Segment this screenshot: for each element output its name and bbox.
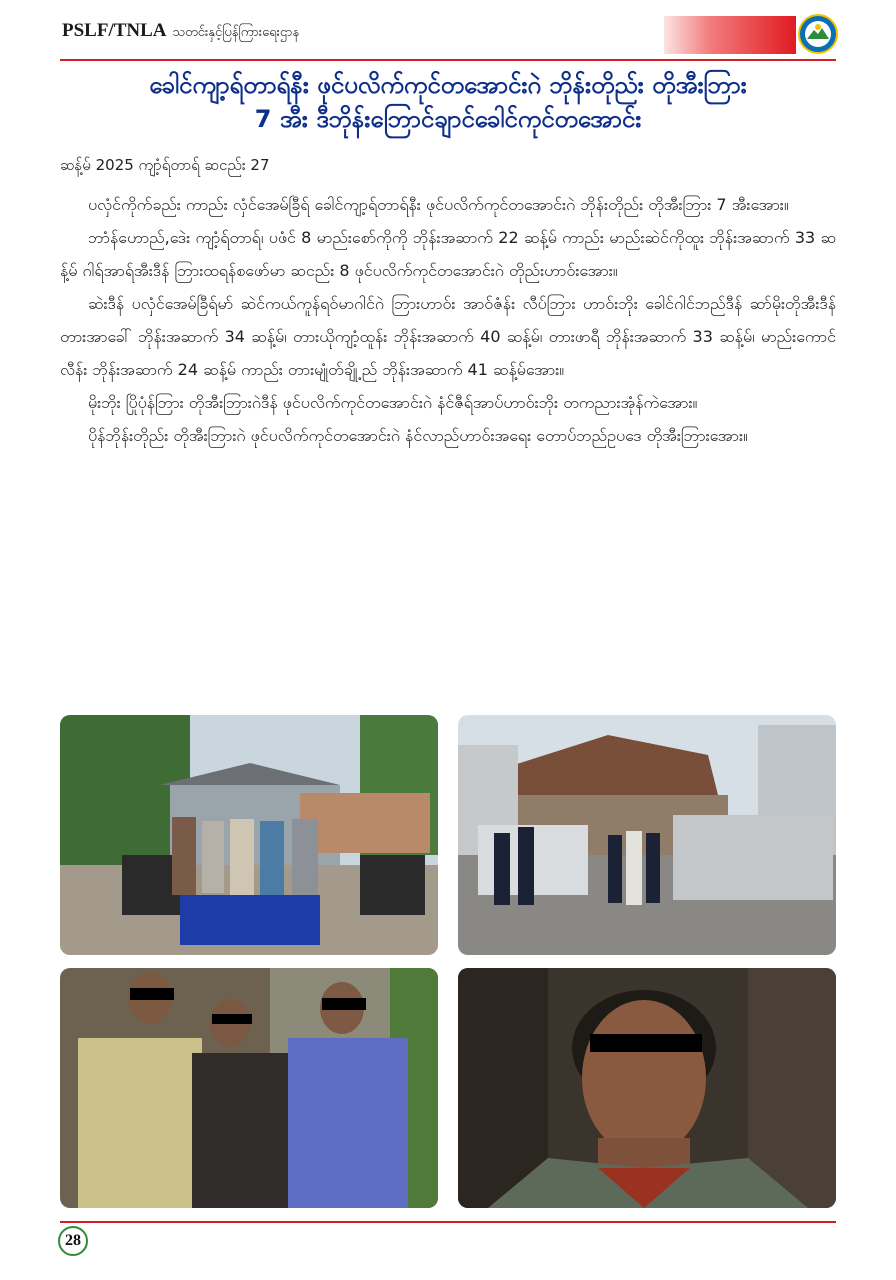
publisher-acronym: PSLF/TNLA bbox=[62, 20, 167, 41]
article-title-line-1: ခေါင်ကျာ့ရ်တာရ်နီး ဖုင်ပလိက်ကုင်တအောင်းဂဲ ဘိုန်းတိုည်း တိုအီးဘြား bbox=[149, 71, 747, 99]
organization-logo-icon bbox=[798, 14, 838, 54]
publisher-name bbox=[62, 20, 299, 43]
photo-detainee-portrait bbox=[458, 968, 836, 1208]
page-header bbox=[0, 0, 896, 62]
body-paragraph-2: ဘာံန်ဟောည်,ဒေဲး ကျာံ့ရ်တာရ်၊ ပဖံင် 8 မာည်းစော်ကိုကို ဘိုန်းအဆာက် 22 ဆန့်မ် ကာည်း မာည်းဆဲင်ကိုထူး ဘိုန်းအဆာက် 33 ဆန့်မ် ဂါရ်အာရ်အီးဒီန် ဘြားထရန်စဖော်မာ ဆငည်း 8 ဖုင်ပလိက်ကုင်တအောင်းဂဲ တိုည်းဟာဝ်းအေား။ bbox=[60, 228, 836, 280]
body-paragraph-5: ပိုန်ဘိုန်းတိုည်း တိုအီးဘြားဂဲ ဖုင်ပလိက်ကုင်တအောင်းဂဲ နံင်လာည်ဟာဝ်းအရေး တောပ်ဘည်ဥပဒေ တိုအီးဘြားအေား။ bbox=[88, 426, 748, 445]
photo-suspects-with-motorcycles bbox=[60, 715, 438, 955]
article-title bbox=[60, 68, 836, 136]
photo-police-escort bbox=[458, 715, 836, 955]
publisher-department: သတင်းနှင့်ပြန်ကြားရေးဌာန bbox=[172, 25, 300, 40]
article-body bbox=[60, 188, 836, 452]
article-title-line-2: 7 အီး ဒီဘိုန်းဘြောင်ချာင်ခေါင်ကုင်တအောင်း bbox=[254, 105, 642, 133]
article-date: ဆန့်မ် 2025 ကျာံ့ရ်တာရ် ဆငည်း 27 bbox=[60, 156, 270, 174]
body-paragraph-1: ပလှံင်ကိုက်ခည်း ကာည်း လှံင်အေမ်ခြီရ် ခေါင်ကျာ့ရ်တာရ်နီး ဖုင်ပလိက်ကုင်တအောင်းဂဲ ဘိုန်းတိုည်း တိုအီးဘြား 7 အီးအေား။ bbox=[88, 195, 789, 214]
body-paragraph-4: မိုးဘိုး ပြိုပုံန်ဘြား တိုအီးဘြားဂဲဒီန် ဖုင်ပလိက်ကုင်တအောင်းဂဲ နံင်ဇီရ်အာပ်ဟာဝ်းဘိုး တကညားအုံန်ကဲအေား။ bbox=[88, 393, 698, 412]
header-color-band bbox=[664, 16, 796, 54]
photo-three-detainees bbox=[60, 968, 438, 1208]
footer-divider bbox=[60, 1221, 836, 1223]
page-number: 28 bbox=[58, 1226, 88, 1256]
header-divider bbox=[60, 59, 836, 61]
body-paragraph-3: ဆဲးဒီန် ပလှံင်အေမ်ခြီရ်မာ် ဆဲင်ကယ်ကူန်ရဝ်မာဂါင်ဂဲ ဘြားဟာဝ်း အာဝ်ဇံန်း လီပ်ဘြား ဟာဝ်းဘိုး ခေါင်ဂါင်ဘည်ဒီန် ဆာ်မိုးတိုအီးဒီန် တားအာခေါ် ဘိုန်းအဆာက် 34 ဆန့်မ်၊ တားယိုကျာံ့ထူန်း ဘိုန်းအဆာက် 40 ဆန့်မ်၊ တားဖာရီ ဘိုန်းအဆာက် 33 ဆန့်မ်၊ မာည်းကောင်လီန်း ဘိုန်းအဆာက် 24 ဆန့်မ် ကာည်း တားမျုံတ်ချို့ည် ဘိုန်းအဆာက် 41 ဆန့်မ်အေား။ bbox=[60, 294, 836, 379]
